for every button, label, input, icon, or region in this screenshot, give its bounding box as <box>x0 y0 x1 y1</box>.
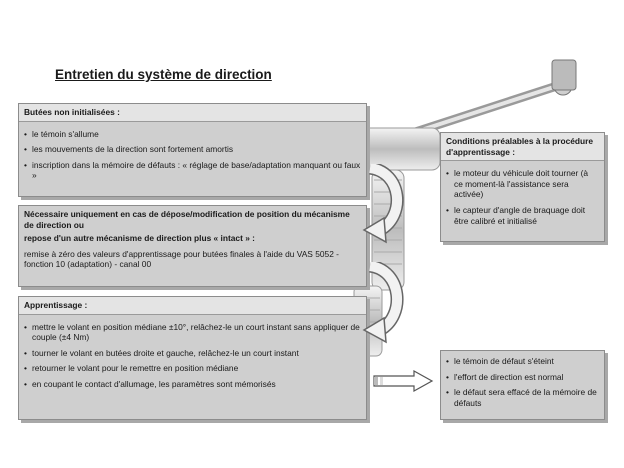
list-item: • mettre le volant en position médiane ±10°, relâchez-le un court instant sans appliquer de couple (±4 Nm) <box>24 322 361 343</box>
page-title: Entretien du système de direction <box>55 67 272 82</box>
list-item: • l'effort de direction est normal <box>446 372 599 383</box>
list-item: • les mouvements de la direction sont fortement amortis <box>24 144 361 155</box>
list-item: • le témoin de défaut s'éteint <box>446 356 599 367</box>
list-item: • retourner le volant pour le remettre en position médiane <box>24 363 361 374</box>
curved-arrow-2-icon <box>360 262 410 344</box>
list-item: • tourner le volant en butées droite et gauche, relâchez-le un court instant <box>24 348 361 359</box>
reset-header-line1: Nécessaire uniquement en cas de dépose/modification de position du mécanisme de direction ou <box>24 209 350 230</box>
uninitialized-stops-header: Butées non initialisées : <box>19 104 366 122</box>
reset-box <box>18 205 367 287</box>
learning-header: Apprentissage : <box>19 297 366 315</box>
list-item: • inscription dans la mémoire de défauts : « réglage de base/adaptation manquant ou faux » <box>24 160 361 181</box>
list-item: • le témoin s'allume <box>24 129 361 140</box>
conditions-header: Conditions préalables à la procédure d'apprentissage : <box>441 133 604 161</box>
result-box <box>440 350 605 420</box>
right-arrow-icon <box>372 370 434 392</box>
reset-body: remise à zéro des valeurs d'apprentissage pour butées finales à l'aide du VAS 5052 - fonction 10 (adaptation) - canal 00 <box>24 248 339 270</box>
list-item: • le moteur du véhicule doit tourner (à ce moment-là l'assistance sera activée) <box>446 168 599 200</box>
curved-arrow-1-icon <box>360 164 410 244</box>
list-item: • le capteur d'angle de braquage doit être calibré et initialisé <box>446 205 599 226</box>
reset-header-line2: repose d'un autre mécanisme de direction plus « intact » : <box>24 233 255 244</box>
uninitialized-stops-box <box>18 103 367 197</box>
list-item: • en coupant le contact d'allumage, les paramètres sont mémorisés <box>24 379 361 390</box>
list-item: • le défaut sera effacé de la mémoire de défauts <box>446 387 599 408</box>
learning-box <box>18 296 367 420</box>
conditions-box <box>440 132 605 242</box>
